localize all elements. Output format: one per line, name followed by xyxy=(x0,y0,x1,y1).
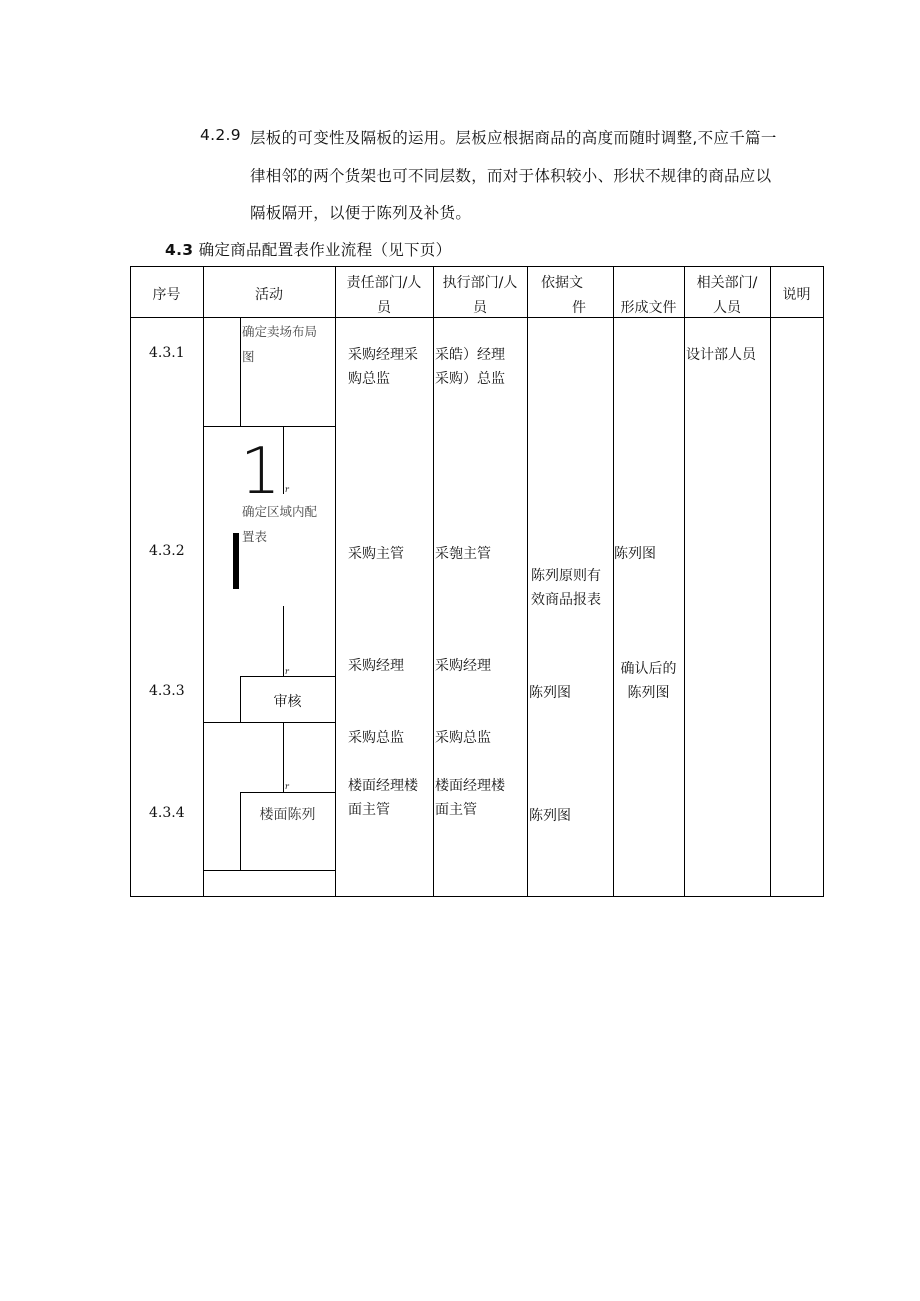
executor-cell: 采匏主管 xyxy=(435,546,491,562)
paragraph-line: 隔板隔开，以便于陈列及补货。 xyxy=(250,204,472,222)
col-rule xyxy=(613,266,614,896)
col-rule xyxy=(433,266,434,896)
flow-glyph: 1 xyxy=(240,435,281,509)
executor-cell: 采购经理 xyxy=(435,658,491,674)
header-responsible: 员 xyxy=(377,300,391,316)
activity-label: 确定区域内配 xyxy=(242,504,318,519)
header-related: 人员 xyxy=(713,300,741,316)
flow-mark: r xyxy=(285,485,289,494)
header-executor: 执行部门/人 xyxy=(442,275,518,291)
responsible-cell: 楼面经理楼 xyxy=(348,778,418,794)
row-seq: 4.3.3 xyxy=(149,683,185,699)
executor-cell: 采购）总监 xyxy=(435,371,505,387)
responsible-cell: 采购主管 xyxy=(348,546,404,562)
basis-cell: 陈列原则有 xyxy=(531,568,601,584)
activity-label: 确定卖场布局 xyxy=(242,324,318,339)
flow-rule xyxy=(203,870,335,871)
basis-cell: 陈列图 xyxy=(529,685,571,701)
col-rule xyxy=(335,266,336,896)
responsible-cell: 购总监 xyxy=(348,371,390,387)
header-output: 形成文件 xyxy=(620,300,677,316)
header-basis: 件 xyxy=(572,300,586,316)
responsible-cell: 面主管 xyxy=(348,802,390,818)
header-rule xyxy=(130,317,824,318)
header-basis: 依据文 xyxy=(541,275,583,291)
header-seq: 序号 xyxy=(152,287,181,303)
basis-cell: 效商品报表 xyxy=(531,592,601,608)
header-related: 相关部门/ xyxy=(696,275,758,291)
flow-rule xyxy=(203,722,335,723)
table-border-bottom xyxy=(130,896,824,897)
output-cell: 陈列图 xyxy=(627,685,670,701)
activity-label: 置表 xyxy=(242,529,268,544)
col-rule xyxy=(684,266,685,896)
flow-box-edge xyxy=(240,792,335,793)
col-rule xyxy=(203,266,204,896)
responsible-cell: 采购经理 xyxy=(348,658,404,674)
basis-cell: 陈列图 xyxy=(529,808,571,824)
responsible-cell: 采购总监 xyxy=(348,730,404,746)
row-seq: 4.3.4 xyxy=(149,805,185,821)
flow-box-edge xyxy=(240,676,335,677)
executor-cell: 采购总监 xyxy=(435,730,491,746)
flow-mark: r xyxy=(285,782,289,791)
header-notes: 说明 xyxy=(782,287,811,303)
paragraph-line: 层板的可变性及隔板的运用。层板应根据商品的高度而随时调整,不应千篇一 xyxy=(250,129,777,147)
output-cell: 确认后的 xyxy=(620,661,677,677)
row-seq: 4.3.1 xyxy=(149,345,185,361)
paragraph-line: 律相邻的两个货架也可不同层数，而对于体积较小、形状不规律的商品应以 xyxy=(250,167,772,185)
flow-connector xyxy=(283,426,284,494)
row-seq: 4.3.2 xyxy=(149,543,185,559)
header-activity: 活动 xyxy=(255,287,283,303)
flow-mark: r xyxy=(285,667,289,676)
col-rule xyxy=(130,266,131,896)
flow-connector xyxy=(283,722,284,792)
responsible-cell: 采购经理采 xyxy=(348,347,418,363)
flow-box-edge xyxy=(240,317,241,426)
table-border-top xyxy=(130,266,824,267)
activity-label: 楼面陈列 xyxy=(259,807,316,823)
section-heading xyxy=(165,238,451,260)
header-executor: 员 xyxy=(473,300,487,316)
activity-label: 审核 xyxy=(273,694,302,710)
col-rule xyxy=(770,266,771,896)
executor-cell: 楼面经理楼 xyxy=(435,778,505,794)
related-cell: 设计部人员 xyxy=(686,347,756,363)
section-number: 4.2.9 xyxy=(200,126,241,144)
activity-label: 图 xyxy=(242,349,255,364)
executor-cell: 面主管 xyxy=(435,802,477,818)
flow-rule xyxy=(203,426,335,427)
header-responsible: 责任部门/人 xyxy=(346,275,422,291)
col-rule xyxy=(527,266,528,896)
flow-connector xyxy=(283,606,284,676)
section-heading-number: 4.3 xyxy=(165,241,194,259)
section-heading-title: 确定商品配置表作业流程（见下页） xyxy=(198,241,452,259)
executor-cell: 采皓）经理 xyxy=(435,347,505,363)
output-cell: 陈列图 xyxy=(614,546,656,562)
flow-arrow-bar xyxy=(233,533,239,589)
table-border-right xyxy=(823,266,824,896)
